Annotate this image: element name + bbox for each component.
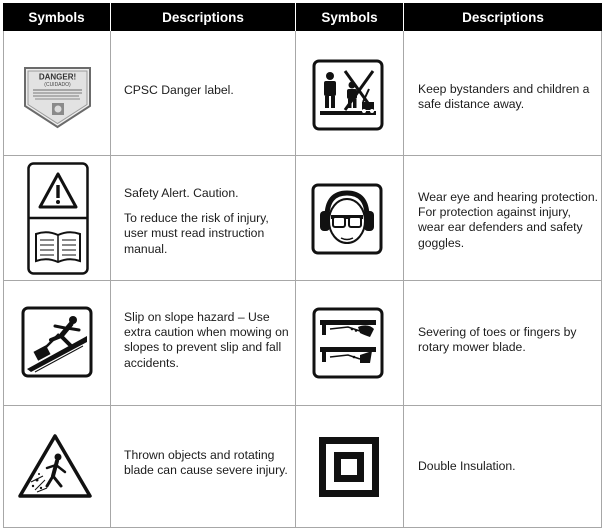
desc-text: Thrown objects and rotating blade can cause severe injury.	[124, 448, 288, 478]
danger-label-subtitle: (CUIDADO)	[44, 82, 71, 88]
desc-thrown-objects	[124, 448, 289, 478]
double-insulation-icon	[318, 436, 380, 498]
row-divider	[3, 280, 602, 281]
desc-text: CPSC Danger label.	[124, 83, 234, 97]
desc-slip-on-slope	[124, 310, 292, 371]
row-divider	[3, 155, 602, 156]
desc-eye-ear-protection	[418, 190, 598, 251]
header-symbols-1: Symbols	[3, 3, 110, 31]
danger-label-title: DANGER!	[38, 72, 77, 82]
header-descriptions-2: Descriptions	[404, 3, 602, 31]
keep-bystanders-away-icon	[312, 59, 384, 131]
desc-text: Severing of toes or fingers by rotary mower blade.	[418, 325, 577, 355]
header-symbols-2: Symbols	[296, 3, 403, 31]
desc-rotary-blade	[418, 325, 596, 355]
rotary-blade-severing-icon	[312, 307, 384, 379]
header-descriptions-1: Descriptions	[111, 3, 295, 31]
row-divider	[3, 405, 602, 406]
desc-safety-alert	[124, 186, 289, 257]
row-divider	[3, 527, 602, 528]
desc-text: Double Insulation.	[418, 459, 516, 473]
slip-on-slope-icon	[21, 306, 93, 378]
desc-text: Slip on slope hazard – Use extra caution when mowing on slopes to prevent slip and fall accidents.	[124, 310, 289, 370]
cpsc-danger-label-icon	[21, 65, 94, 129]
desc-text: Keep bystanders and children a safe distance away.	[418, 82, 590, 112]
desc-double-insulation	[418, 459, 596, 474]
thrown-objects-icon	[17, 432, 93, 500]
desc-keep-bystanders	[418, 82, 596, 112]
safety-alert-read-manual-icon	[27, 162, 89, 275]
desc-text: Safety Alert. Caution.	[124, 186, 239, 200]
eye-ear-protection-icon	[311, 183, 383, 255]
desc-text: Wear eye and hearing protection. For protection against injury, wear ear defenders and safety goggles.	[418, 190, 598, 250]
desc-text: To reduce the risk of injury, user must read instruction manual.	[124, 211, 269, 256]
desc-cpsc-danger	[124, 83, 289, 98]
